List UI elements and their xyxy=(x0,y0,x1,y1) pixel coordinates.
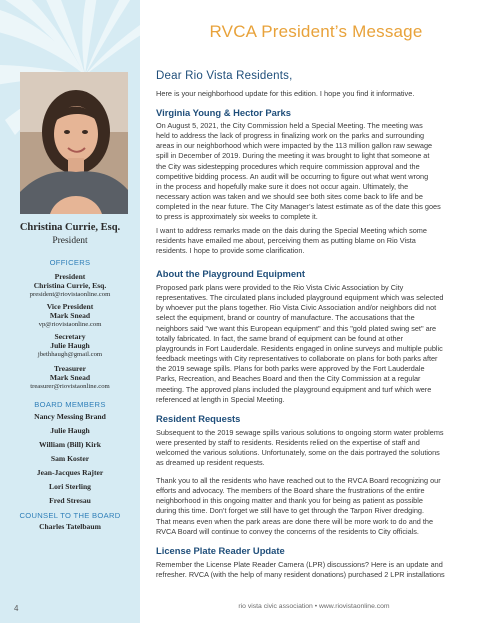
text-line: as dreamed up resident requests. xyxy=(156,458,265,468)
counsel-heading: COUNSEL TO THE BOARD xyxy=(19,511,121,520)
text-line: held to address the lack of progress in finalizing work on the parks and surrounding xyxy=(156,131,425,141)
text-line: areas in our neighborhood which were impacted by the 113 million gallon raw sewage xyxy=(156,141,433,151)
president-name: Christina Currie, Esq. xyxy=(19,222,121,233)
text-line: neighborhood in this ongoing matter and thank you for being as patient as possible xyxy=(156,496,423,506)
text-line: competitive bidding process. An audit will be occurring to figure out what went wrong xyxy=(156,171,429,181)
text-line: playgrounds in Fort Lauderdale. Residents engaged in online surveys and multiple public xyxy=(156,343,443,353)
page-number: 4 xyxy=(14,604,19,613)
text-line: Thank you to all the residents who have reached out to the RVCA Board recognizing our xyxy=(156,476,441,485)
text-line: totally fabricated. In fact, the same brand of equipment can be found at other xyxy=(156,333,404,343)
text-line: Proposed park plans were provided to the Rio Vista Civic Association by City xyxy=(156,283,404,292)
officer-email[interactable]: jbethhaugh@gmail.com xyxy=(37,351,103,359)
officer-email[interactable]: vp@riovistaonline.com xyxy=(38,321,102,329)
paragraph-parks-1 xyxy=(156,121,472,223)
intro-text: Here is your neighborhood update for this edition. I hope you find it informative. xyxy=(156,89,415,98)
board-member: Sam Koster xyxy=(50,454,90,463)
page-title: RVCA President’s Message xyxy=(209,22,423,41)
text-line: Parks, Recreation, and Beaches Board and then the City Commission at a regular xyxy=(156,374,421,384)
officer-name: Mark Snead xyxy=(49,311,91,321)
text-line: completed in the near future. The City Manager’s latest estimate as of the date this goes xyxy=(156,202,441,212)
text-line: were presented by staff to residents. Residents relied on the expertise of staff and xyxy=(156,438,420,448)
officers-heading: OFFICERS xyxy=(49,258,91,267)
text-line: select the equipment, brand or country of manufacture. The accusations that the xyxy=(156,313,415,323)
text-line: the 2019 sewage spills. Plans for both parks were approved by the Fort Lauderdale xyxy=(156,364,425,374)
officer-name: Julie Haugh xyxy=(50,341,90,351)
board-member: Lori Sterling xyxy=(49,482,91,491)
sidebar xyxy=(0,0,140,623)
text-line: Subsequent to the 2019 sewage spills various solutions to ongoing storm water problems xyxy=(156,428,444,437)
paragraph-requests-2 xyxy=(156,476,472,537)
officer-treasurer xyxy=(0,364,140,392)
paragraph-playground-1 xyxy=(156,283,472,405)
text-line: refresher. RVCA (with the help of many resident donations) purchased 2 LPR installations xyxy=(156,570,445,580)
text-line: meeting. The approved plans included the playground equipment and turf which were xyxy=(156,384,432,394)
officer-role: Vice President xyxy=(46,302,94,311)
text-line: during this time. Don’t forget we still have to get through the Tarpon River dredging. xyxy=(156,506,424,516)
president-photo xyxy=(20,72,128,214)
text-line: spill in December of 2019. During the meeting it was brought to light that someone at xyxy=(156,151,430,161)
president-title: President xyxy=(52,236,88,246)
officer-secretary xyxy=(0,332,140,360)
text-line: to press is approximately six weeks to complete it. xyxy=(156,212,318,222)
counsel-name: Charles Tatelbaum xyxy=(39,522,101,531)
text-line: Remember the License Plate Reader Camera (LPR) discussions? Here is an update and xyxy=(156,560,443,569)
officer-role: President xyxy=(54,272,86,281)
section-heading-license-plate: License Plate Reader Update xyxy=(156,545,285,556)
text-line: necessary action was taken and we should see both sites come back to life and be xyxy=(156,192,423,202)
board-member: Nancy Messing Brand xyxy=(34,412,106,421)
officer-vice-president xyxy=(0,302,140,330)
text-line: That means even when the park areas are done there will be more work to do and the xyxy=(156,516,434,526)
text-line: representatives. The circulated plans included playground equipment which was selected xyxy=(156,293,444,303)
footer-text: rio vista civic association • www.riovistaonline.com xyxy=(238,603,390,610)
officer-name: Mark Snead xyxy=(49,373,91,383)
officer-email[interactable]: president@riovistaonline.com xyxy=(29,291,111,299)
officer-email[interactable]: treasurer@riovistaonline.com xyxy=(30,383,110,391)
officer-role: Secretary xyxy=(54,332,86,341)
paragraph-parks-2 xyxy=(156,226,472,256)
text-line: I want to address remarks made on the dais during the Special Meeting which some xyxy=(156,226,427,235)
board-member: Julie Haugh xyxy=(50,426,90,435)
text-line: the City was sidestepping procedures which require commission approval and the xyxy=(156,161,420,171)
section-heading-resident-requests: Resident Requests xyxy=(156,413,241,424)
board-members-heading: BOARD MEMBERS xyxy=(34,400,106,409)
officer-role: Treasurer xyxy=(53,364,87,373)
officer-president xyxy=(0,272,140,300)
salutation: Dear Rio Vista Residents, xyxy=(156,70,293,82)
section-heading-playground: About the Playground Equipment xyxy=(156,268,305,279)
text-line: residents. I hope to provide some clarification. xyxy=(156,246,305,256)
text-line: On August 5, 2021, the City Commission held a Special Meeting. The meeting was xyxy=(156,121,423,130)
text-line: residents have emailed me about, perceiving them as putting blame on Rio Vista xyxy=(156,236,416,246)
officer-name: Christina Currie, Esq. xyxy=(33,281,107,291)
text-line: in the process and hopefully make sure it does not occur again. Ultimately, the xyxy=(156,181,409,191)
text-line: referenced at length in Special Meeting. xyxy=(156,394,285,404)
paragraph-license-plate-1 xyxy=(156,560,472,580)
text-line: by whoever put the plans together. Rio Vista Civic Association and/or neighbors did not xyxy=(156,303,437,313)
text-line: efforts and advocacy. The members of the Board share the frustrations of the entire xyxy=(156,486,425,496)
text-line: feedback meetings with City representatives to collaborate on plans for both parks after xyxy=(156,354,438,364)
text-line: RVCA Board will continue to convey the concerns of the residents to City officials. xyxy=(156,526,419,536)
board-member: Jean-Jacques Rajter xyxy=(36,468,104,477)
paragraph-requests-1 xyxy=(156,428,472,469)
text-line: neighbors said "we want this European equipment" and this "gold plated swing set" are xyxy=(156,323,437,333)
board-member: William (Bill) Kirk xyxy=(39,440,101,449)
text-line: welcomed the various solutions. Unfortunately, some on the dais portrayed the solutions xyxy=(156,448,440,458)
section-heading-parks: Virginia Young & Hector Parks xyxy=(156,107,291,118)
board-member: Fred Stresau xyxy=(49,496,91,505)
